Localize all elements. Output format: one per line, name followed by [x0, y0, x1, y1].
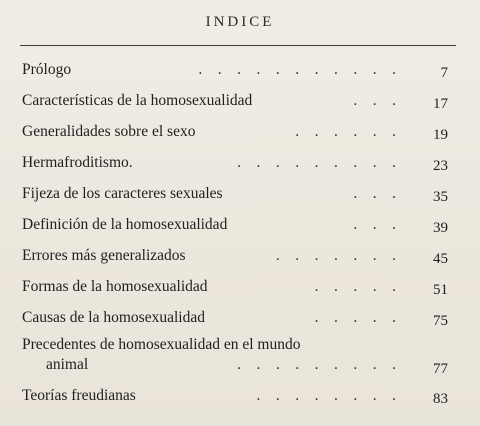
toc-entry-title: Formas de la homosexualidad: [22, 278, 208, 295]
leader-dots: . . .: [353, 216, 396, 233]
toc-entry: [22, 306, 452, 330]
leader-dots: . . . . . .: [295, 123, 396, 140]
toc-page-number: 7: [440, 65, 448, 81]
toc-entry-title-continued: animal: [46, 356, 89, 373]
toc-entry: [22, 384, 452, 408]
title-divider: [20, 45, 456, 46]
toc-page-number: 17: [433, 96, 448, 112]
toc-page-number: 75: [433, 313, 448, 329]
toc-entry: [22, 333, 452, 379]
toc-entry-title: Características de la homosexualidad: [22, 92, 253, 109]
leader-dots: . . . . . . . . .: [237, 154, 396, 171]
leader-dots: . . . . . . .: [275, 247, 396, 264]
toc-page-number: 51: [433, 282, 448, 298]
toc-entry-title: Errores más generalizados: [22, 247, 186, 264]
toc-entry-title: Hermafroditismo.: [22, 154, 133, 171]
toc-entry: [22, 182, 452, 206]
toc-entry: [22, 89, 452, 113]
toc-page-number: 35: [433, 189, 448, 205]
leader-dots: . . . . . . . .: [256, 387, 396, 404]
leader-dots: . . .: [353, 185, 396, 202]
leader-dots: . . . . .: [314, 309, 396, 326]
toc-entry: [22, 213, 452, 237]
toc-page-number: 83: [433, 391, 448, 407]
toc-entry-title: Generalidades sobre el sexo: [22, 123, 196, 140]
toc-entry-title: Definición de la homosexualidad: [22, 216, 228, 233]
leader-dots: . . . . . . . . .: [237, 356, 396, 373]
toc-entry: [22, 151, 452, 175]
leader-dots: . . . . .: [314, 278, 396, 295]
toc-entry-title: Teorías freudianas: [22, 387, 136, 404]
toc-entry-title: Precedentes de homosexualidad en el mundo: [22, 336, 301, 353]
toc-entry-title: Fijeza de los caracteres sexuales: [22, 185, 223, 202]
toc-entry: [22, 120, 452, 144]
toc-page-number: 23: [433, 158, 448, 174]
toc-page-number: 39: [433, 220, 448, 236]
toc-page-number: 19: [433, 127, 448, 143]
toc-entry-title: Causas de la homosexualidad: [22, 309, 205, 326]
toc-entry-title: Prólogo: [22, 61, 72, 78]
toc-entry: [22, 58, 452, 82]
toc-entry: [22, 275, 452, 299]
toc-entry: [22, 244, 452, 268]
leader-dots: . . .: [353, 92, 396, 109]
toc-page-number: 45: [433, 251, 448, 267]
page-title: INDICE: [205, 14, 275, 30]
toc-page-number: 77: [433, 361, 448, 377]
leader-dots: . . . . . . . . . . .: [198, 61, 396, 78]
